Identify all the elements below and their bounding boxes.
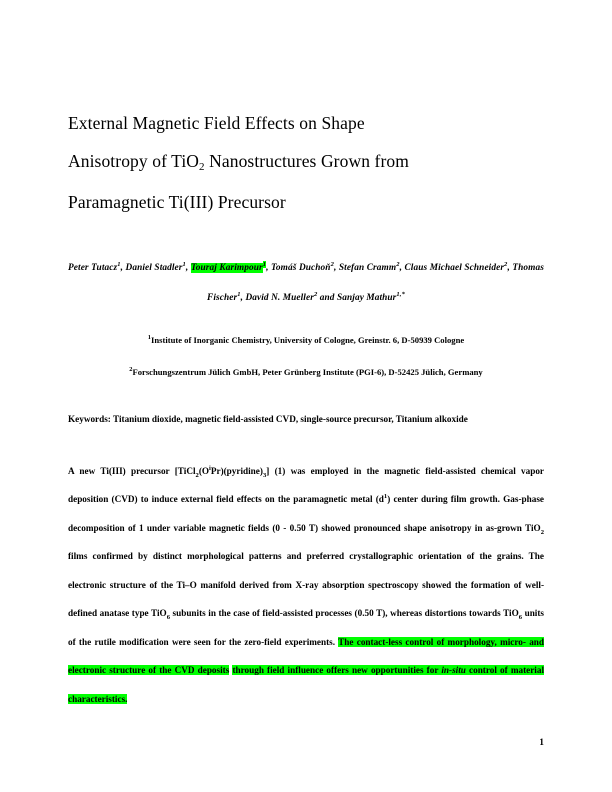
abstract-sub-2: 3 [262,471,267,479]
abstract-sub-1: 2 [195,471,199,479]
abstract-sub-5: 6 [518,613,523,621]
author-7-affil-marker: 1 [237,290,241,298]
abstract-section [68,457,544,714]
abstract-text-c: Pr)(pyridine) [210,465,263,476]
page-title [68,104,544,221]
affiliation-1-text: Institute of Inorganic Chemistry, University of Cologne, Greinstr. 6, D-50939 Cologne [151,335,465,345]
author-2: , Daniel Stadler [120,263,183,273]
author-6: Michael Schneider [429,263,505,273]
author-highlighted-affil-marker: 1 [262,260,267,268]
document-content [68,104,544,713]
abstract-text-f: films confirmed by distinct morphological patterns and preferred crystallographic orientation of the grains. The electronic structure of the Ti–O manifold derived from X-ray absorption spectroscopy showed the formation of well-defined anatase type TiO [68,551,544,618]
title-line-3: Paramagnetic Ti(III) Precursor [68,192,286,212]
abstract-text-e: ) center during film growth. Gas-phase decomposition of 1 under variable magnetic fields (0 - 0.50 T) showed pronounced shape anisotropy in as-grown TiO [68,494,544,533]
affiliation-2-marker: 2 [129,366,133,374]
abstract-sup-i: i [209,464,211,472]
affiliation-1-marker: 1 [147,334,151,342]
abstract-highlight-line-2-b: control of material characteristics. [68,665,545,704]
author-1-affil-marker: 1 [117,260,121,268]
author-5: , Claus [399,263,428,273]
abstract-sub-3: 2 [540,528,544,536]
page-number: 1 [539,738,544,748]
abstract-highlight-line-2-a: through field influence offers new opportunities for [232,665,442,675]
author-8: , David N. Mueller [240,293,314,303]
abstract-text-a: A new Ti(III) precursor [TiCl [68,465,196,476]
author-7: , Thomas Fischer [207,263,544,303]
abstract-text-h: units of the rutile modification were seen for the zero-field experiments. [68,608,544,647]
abstract-highlight-italic: in-situ [441,665,466,675]
keywords-section [68,405,544,434]
abstract-text-d: ] (1) was employed in the magnetic field-assisted chemical vapor deposition (CVD) to induce external field effects on the paramagnetic metal (d [68,465,544,504]
author-2-affil-marker: 1 [182,260,186,268]
author-9: and Sanjay Mathur [317,293,397,303]
abstract-text-b: (O [198,465,210,476]
title-line-2: Anisotropy of TiO$_2$ Nanostructures Grown from [68,151,409,173]
author-4: , Stefan Cramm [333,263,397,273]
author-list: Peter Tutacz$^1$, Daniel Stadler$^1$, Touraj Karimpour$^1$, Tomáš Duchoň$^2$, Stefan Cramm$^2$, Claus Michael Schneider$^2$, Thomas Fischer$^1$, David N. Mueller$^2$ and Sanjay Mathur$^{1,*}$ [68,260,544,303]
abstract-sub-4: 6 [166,613,170,621]
author-3-affil-marker: 2 [330,260,334,268]
affiliation-2 [68,360,544,384]
title-line-1: External Magnetic Field Effects on Shape [68,113,365,133]
affiliation-2-text: Forschungszentrum Jülich GmbH, Peter Grünberg Institute (PGI-6), D-52425 Jülich, Germany [132,367,483,377]
keywords-label: Keywords: [68,414,111,424]
author-3: , Tomáš Duchoň [266,263,331,273]
abstract-text-g: subunits in the case of field-assisted processes (0.50 T), whereas distortions towards TiO [169,608,519,618]
abstract-highlight-line-1: The contact-less control of morphology, micro- and electronic structure of the CVD deposits [68,636,545,675]
author-4-affil-marker: 2 [396,260,400,268]
author-6-affil-marker: 2 [504,260,508,268]
title-subscript: 2 [199,161,205,173]
author-1: Peter Tutacz [68,263,118,273]
author-8-affil-marker: 2 [313,290,318,298]
author-highlighted: Touraj Karimpour [190,263,263,273]
abstract-sup-1: 1 [383,492,388,500]
keywords-text: Titanium dioxide, magnetic field-assisted CVD, single-source precursor, Titanium alkoxide [110,414,468,424]
affiliation-1 [68,328,544,352]
author-9-affil-marker: 1,* [396,290,405,298]
